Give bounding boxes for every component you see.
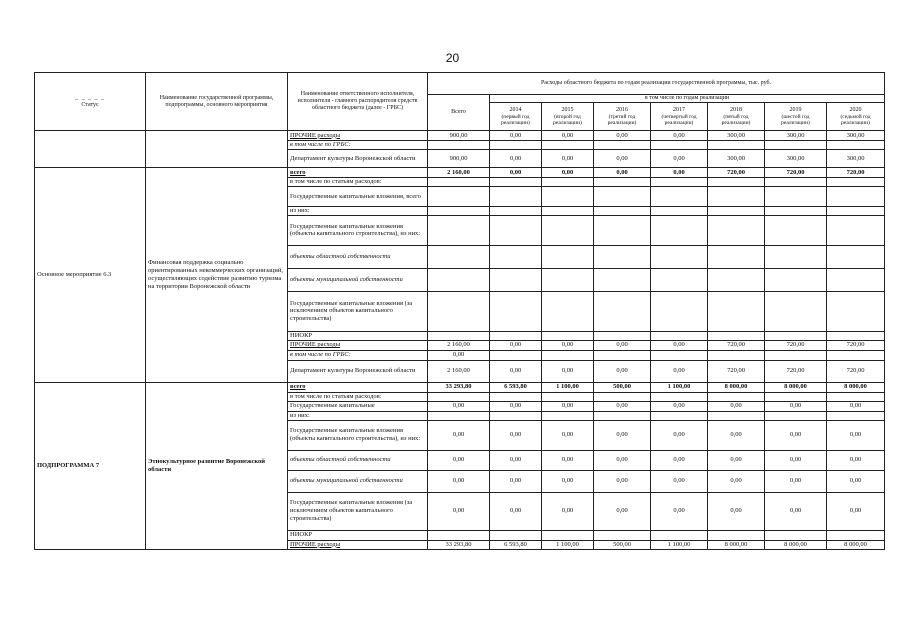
table-row [35,168,885,178]
row-name: Финансовая поддержка социально ориентированных некоммерческих организаций, осуществляющих содействие развитию туризма на территории Воронежской области [146,168,288,383]
cell-year-2014 [490,187,542,207]
row-label: Государственные капитальные вложения (за исключением объектов капитального строительства) [288,291,428,331]
cell-year-2018 [708,187,765,207]
cell-total: 33 293,80 [428,540,490,549]
cell-year-2018: 0,00 [708,401,765,411]
cell-year-2019: 720,00 [765,340,827,350]
cell-total: 0,00 [428,401,490,411]
cell-year-2014: 0,00 [490,401,542,411]
row-label: объекты областной собственности [288,450,428,470]
cell-year-2015 [542,141,594,150]
cell-year-2020: 0,00 [827,420,885,450]
cell-year-2016 [594,245,651,268]
cell-year-2016 [594,141,651,150]
header-year-label: 2016 [616,106,628,113]
table-row [35,382,885,392]
cell-year-2015 [542,215,594,245]
cell-year-2017: 0,00 [651,360,708,382]
cell-year-2019: 720,00 [765,360,827,382]
cell-year-2020: 0,00 [827,470,885,492]
cell-year-2017: 1 100,00 [651,540,708,549]
cell-year-2018: 720,00 [708,168,765,178]
cell-year-2016: 0,00 [594,131,651,141]
row-label: объекты муниципальной собственности [288,268,428,291]
cell-year-2014 [490,141,542,150]
cell-year-2017 [651,411,708,420]
cell-year-2018: 0,00 [708,450,765,470]
cell-year-2014: 0,00 [490,470,542,492]
cell-total: 0,00 [428,350,490,360]
header-year-note: (пятый год реализации) [721,113,751,126]
cell-year-2016 [594,530,651,540]
cell-year-2017: 0,00 [651,470,708,492]
row-label: НИОКР [288,331,428,340]
cell-year-2014 [490,291,542,331]
cell-year-2019: 0,00 [765,450,827,470]
cell-year-2020 [827,392,885,401]
cell-year-2016 [594,187,651,207]
cell-year-2014 [490,350,542,360]
cell-year-2015: 1 100,00 [542,540,594,549]
cell-total: 0,00 [428,450,490,470]
row-label: Государственные капитальные вложения (объекты капитального строительства), из них: [288,215,428,245]
cell-year-2015 [542,350,594,360]
cell-year-2018 [708,215,765,245]
status-dashes: _ _ _ _ _ [75,94,105,101]
cell-year-2017: 0,00 [651,150,708,168]
header-program-name: Наименование государственной программы, подпрограммы, основного мероприятия [146,73,288,131]
header-year-2014 [490,103,542,131]
cell-year-2015: 0,00 [542,401,594,411]
cell-year-2016 [594,331,651,340]
header-year-2019 [765,103,827,131]
cell-year-2018: 0,00 [708,492,765,530]
cell-year-2019: 0,00 [765,492,827,530]
cell-year-2014: 0,00 [490,360,542,382]
cell-year-2016: 0,00 [594,340,651,350]
cell-year-2015 [542,178,594,187]
header-expenses-title: Расходы областного бюджета по годам реализации государственной программы, тыс. руб. [428,73,885,95]
cell-year-2018 [708,207,765,216]
header-year-note: (шестой год реализации) [781,113,810,126]
cell-year-2016: 0,00 [594,492,651,530]
cell-total [428,215,490,245]
header-year-2016 [594,103,651,131]
cell-year-2020: 720,00 [827,360,885,382]
cell-year-2014 [490,268,542,291]
cell-year-2015 [542,187,594,207]
cell-year-2014 [490,207,542,216]
cell-year-2014 [490,215,542,245]
cell-year-2014 [490,392,542,401]
cell-year-2016: 0,00 [594,168,651,178]
cell-year-2020 [827,187,885,207]
cell-year-2019: 0,00 [765,470,827,492]
cell-year-2019: 0,00 [765,420,827,450]
cell-year-2017 [651,331,708,340]
cell-total [428,411,490,420]
cell-year-2019 [765,187,827,207]
cell-year-2015: 0,00 [542,470,594,492]
cell-year-2016: 0,00 [594,470,651,492]
cell-year-2016 [594,207,651,216]
cell-year-2015: 0,00 [542,340,594,350]
header-year-note: (второй год реализации) [553,113,582,126]
cell-year-2019 [765,350,827,360]
row-label: Государственные капитальные [288,401,428,411]
cell-year-2016: 500,00 [594,540,651,549]
row-label: объекты областной собственности [288,245,428,268]
cell-total: 0,00 [428,492,490,530]
row-label: в том числе по ГРБС: [288,350,428,360]
cell-year-2018 [708,178,765,187]
cell-total [428,245,490,268]
cell-year-2020 [827,268,885,291]
cell-year-2014: 6 593,80 [490,540,542,549]
row-label: Государственные капитальные вложения, всего [288,187,428,207]
cell-year-2016 [594,392,651,401]
cell-year-2020 [827,207,885,216]
cell-year-2017 [651,178,708,187]
header-year-2020 [827,103,885,131]
row-label: Государственные капитальные вложения (объекты капитального строительства), из них: [288,420,428,450]
cell-total [428,141,490,150]
header-year-label: 2019 [789,106,802,113]
cell-year-2018: 300,00 [708,150,765,168]
cell-year-2019: 300,00 [765,131,827,141]
cell-total: 900,00 [428,131,490,141]
cell-year-2019 [765,207,827,216]
cell-year-2014 [490,411,542,420]
row-label: объекты муниципальной собственности [288,470,428,492]
cell-year-2019 [765,141,827,150]
cell-year-2019 [765,245,827,268]
row-label: ПРОЧИЕ расходы [288,540,428,549]
cell-year-2015 [542,245,594,268]
cell-total [428,178,490,187]
row-label: всего [288,168,428,178]
cell-year-2017 [651,207,708,216]
cell-year-2015 [542,530,594,540]
cell-total [428,530,490,540]
cell-year-2014: 0,00 [490,168,542,178]
cell-year-2016 [594,178,651,187]
header-year-note: (первый год реализации) [501,113,530,126]
cell-year-2020 [827,178,885,187]
cell-year-2020: 8 000,00 [827,540,885,549]
cell-year-2017 [651,530,708,540]
header-incl-years: в том числе по годам реализации [490,95,885,103]
cell-year-2019 [765,411,827,420]
cell-year-2018: 720,00 [708,340,765,350]
cell-total: 33 293,80 [428,382,490,392]
cell-total [428,291,490,331]
cell-year-2014: 6 593,80 [490,382,542,392]
row-label: в том числе по статьям расходов: [288,178,428,187]
header-year-label: 2020 [849,106,862,113]
cell-year-2014: 0,00 [490,492,542,530]
cell-total: 2 160,00 [428,168,490,178]
header-year-2018 [708,103,765,131]
cell-total: 0,00 [428,420,490,450]
cell-year-2017: 0,00 [651,492,708,530]
cell-year-2014 [490,530,542,540]
cell-year-2017: 1 100,00 [651,382,708,392]
cell-year-2015: 0,00 [542,492,594,530]
header-total: Всего [428,95,490,131]
row-label: Департамент культуры Воронежской области [288,150,428,168]
cell-year-2020 [827,331,885,340]
cell-year-2018: 8 000,00 [708,382,765,392]
cell-total [428,392,490,401]
cell-year-2015: 0,00 [542,360,594,382]
cell-year-2020 [827,530,885,540]
cell-year-2017 [651,187,708,207]
cell-year-2018 [708,331,765,340]
cell-year-2020: 8 000,00 [827,382,885,392]
cell-year-2020 [827,215,885,245]
header-year-note: (третий год реализации) [607,113,637,126]
cell-year-2017: 0,00 [651,450,708,470]
cell-year-2015: 1 100,00 [542,382,594,392]
cell-year-2017: 0,00 [651,420,708,450]
cell-year-2014 [490,178,542,187]
cell-year-2016 [594,291,651,331]
cell-total: 2 160,00 [428,340,490,350]
cell-year-2016: 0,00 [594,150,651,168]
row-label: Государственные капитальные вложения (за исключением объектов капитального строительства) [288,492,428,530]
cell-year-2018: 720,00 [708,360,765,382]
cell-year-2016: 500,00 [594,382,651,392]
cell-total [428,207,490,216]
page-number: 20 [445,51,460,65]
cell-year-2020 [827,350,885,360]
cell-year-2019: 0,00 [765,401,827,411]
row-label: из них: [288,411,428,420]
cell-year-2015: 0,00 [542,131,594,141]
cell-year-2018: 0,00 [708,470,765,492]
cell-year-2018 [708,530,765,540]
cell-total [428,187,490,207]
row-name [146,131,288,168]
cell-year-2015: 0,00 [542,150,594,168]
cell-year-2016 [594,411,651,420]
cell-year-2015 [542,331,594,340]
cell-year-2014 [490,331,542,340]
cell-year-2014: 0,00 [490,420,542,450]
cell-year-2017: 0,00 [651,131,708,141]
cell-total: 2 160,00 [428,360,490,382]
cell-year-2015 [542,268,594,291]
header-year-label: 2015 [561,106,574,113]
cell-year-2019 [765,392,827,401]
cell-year-2020: 0,00 [827,492,885,530]
row-label: в том числе по ГРБС: [288,141,428,150]
cell-year-2014: 0,00 [490,340,542,350]
cell-year-2020 [827,141,885,150]
header-year-label: 2018 [730,106,742,113]
cell-year-2017: 0,00 [651,401,708,411]
cell-year-2018 [708,245,765,268]
row-name: Этнокультурное развитие Воронежской области [146,382,288,549]
header-year-2015 [542,103,594,131]
cell-year-2017: 0,00 [651,168,708,178]
cell-year-2014: 0,00 [490,450,542,470]
cell-year-2019: 8 000,00 [765,540,827,549]
cell-year-2019 [765,331,827,340]
cell-year-2016: 0,00 [594,360,651,382]
cell-year-2015: 0,00 [542,168,594,178]
cell-year-2018 [708,141,765,150]
cell-year-2017 [651,268,708,291]
cell-year-2019 [765,291,827,331]
cell-year-2016: 0,00 [594,420,651,450]
cell-year-2016: 0,00 [594,401,651,411]
cell-year-2016: 0,00 [594,450,651,470]
table-row [35,131,885,141]
header-year-note: (седьмой год реализации) [840,113,871,126]
cell-year-2020: 720,00 [827,340,885,350]
header-year-note: (четвертый год реализации) [661,113,697,126]
cell-year-2020: 0,00 [827,450,885,470]
cell-year-2017 [651,350,708,360]
cell-year-2017 [651,245,708,268]
cell-year-2016 [594,215,651,245]
row-status: ПОДПРОГРАММА 7 [35,382,146,549]
cell-year-2017 [651,291,708,331]
cell-year-2018: 300,00 [708,131,765,141]
cell-year-2018 [708,411,765,420]
cell-year-2017: 0,00 [651,340,708,350]
cell-year-2014: 0,00 [490,150,542,168]
row-label: в том числе по статьям расходов: [288,392,428,401]
header-status [35,73,146,131]
cell-year-2020: 300,00 [827,131,885,141]
cell-year-2018 [708,350,765,360]
cell-year-2017 [651,141,708,150]
cell-total: 900,00 [428,150,490,168]
row-label: всего [288,382,428,392]
cell-year-2020: 720,00 [827,168,885,178]
cell-year-2019 [765,268,827,291]
cell-year-2018 [708,392,765,401]
cell-year-2016 [594,268,651,291]
cell-year-2015 [542,411,594,420]
cell-year-2015 [542,392,594,401]
cell-year-2020: 300,00 [827,150,885,168]
cell-total [428,268,490,291]
cell-year-2018: 0,00 [708,420,765,450]
row-label: Департамент культуры Воронежской области [288,360,428,382]
header-executor: Наименование ответственного исполнителя, исполнителя - главного распорядителя средств областного бюджета (далее - ГРБС) [288,73,428,131]
header-year-label: 2014 [509,106,522,113]
cell-year-2017 [651,215,708,245]
cell-year-2017 [651,392,708,401]
cell-year-2019: 300,00 [765,150,827,168]
header-year-label: 2017 [673,106,685,113]
cell-year-2015 [542,207,594,216]
cell-year-2019 [765,215,827,245]
cell-year-2018 [708,291,765,331]
row-status: Основное мероприятие 6.3 [35,168,146,383]
cell-year-2018: 8 000,00 [708,540,765,549]
budget-table [34,72,885,550]
cell-year-2020 [827,291,885,331]
row-label: НИОКР [288,530,428,540]
cell-year-2020 [827,245,885,268]
cell-year-2018 [708,268,765,291]
row-label: ПРОЧИЕ расходы [288,131,428,141]
row-status [35,131,146,168]
cell-total: 0,00 [428,470,490,492]
cell-year-2020: 0,00 [827,401,885,411]
cell-year-2015: 0,00 [542,420,594,450]
cell-year-2015: 0,00 [542,450,594,470]
cell-year-2014 [490,245,542,268]
header-year-2017 [651,103,708,131]
cell-year-2015 [542,291,594,331]
row-label: из них: [288,207,428,216]
cell-year-2016 [594,350,651,360]
row-label: ПРОЧИЕ расходы [288,340,428,350]
cell-year-2014: 0,00 [490,131,542,141]
cell-total [428,331,490,340]
cell-year-2019: 8 000,00 [765,382,827,392]
cell-year-2019: 720,00 [765,168,827,178]
cell-year-2019 [765,178,827,187]
header-status-label: Статус [81,101,99,108]
cell-year-2019 [765,530,827,540]
cell-year-2020 [827,411,885,420]
